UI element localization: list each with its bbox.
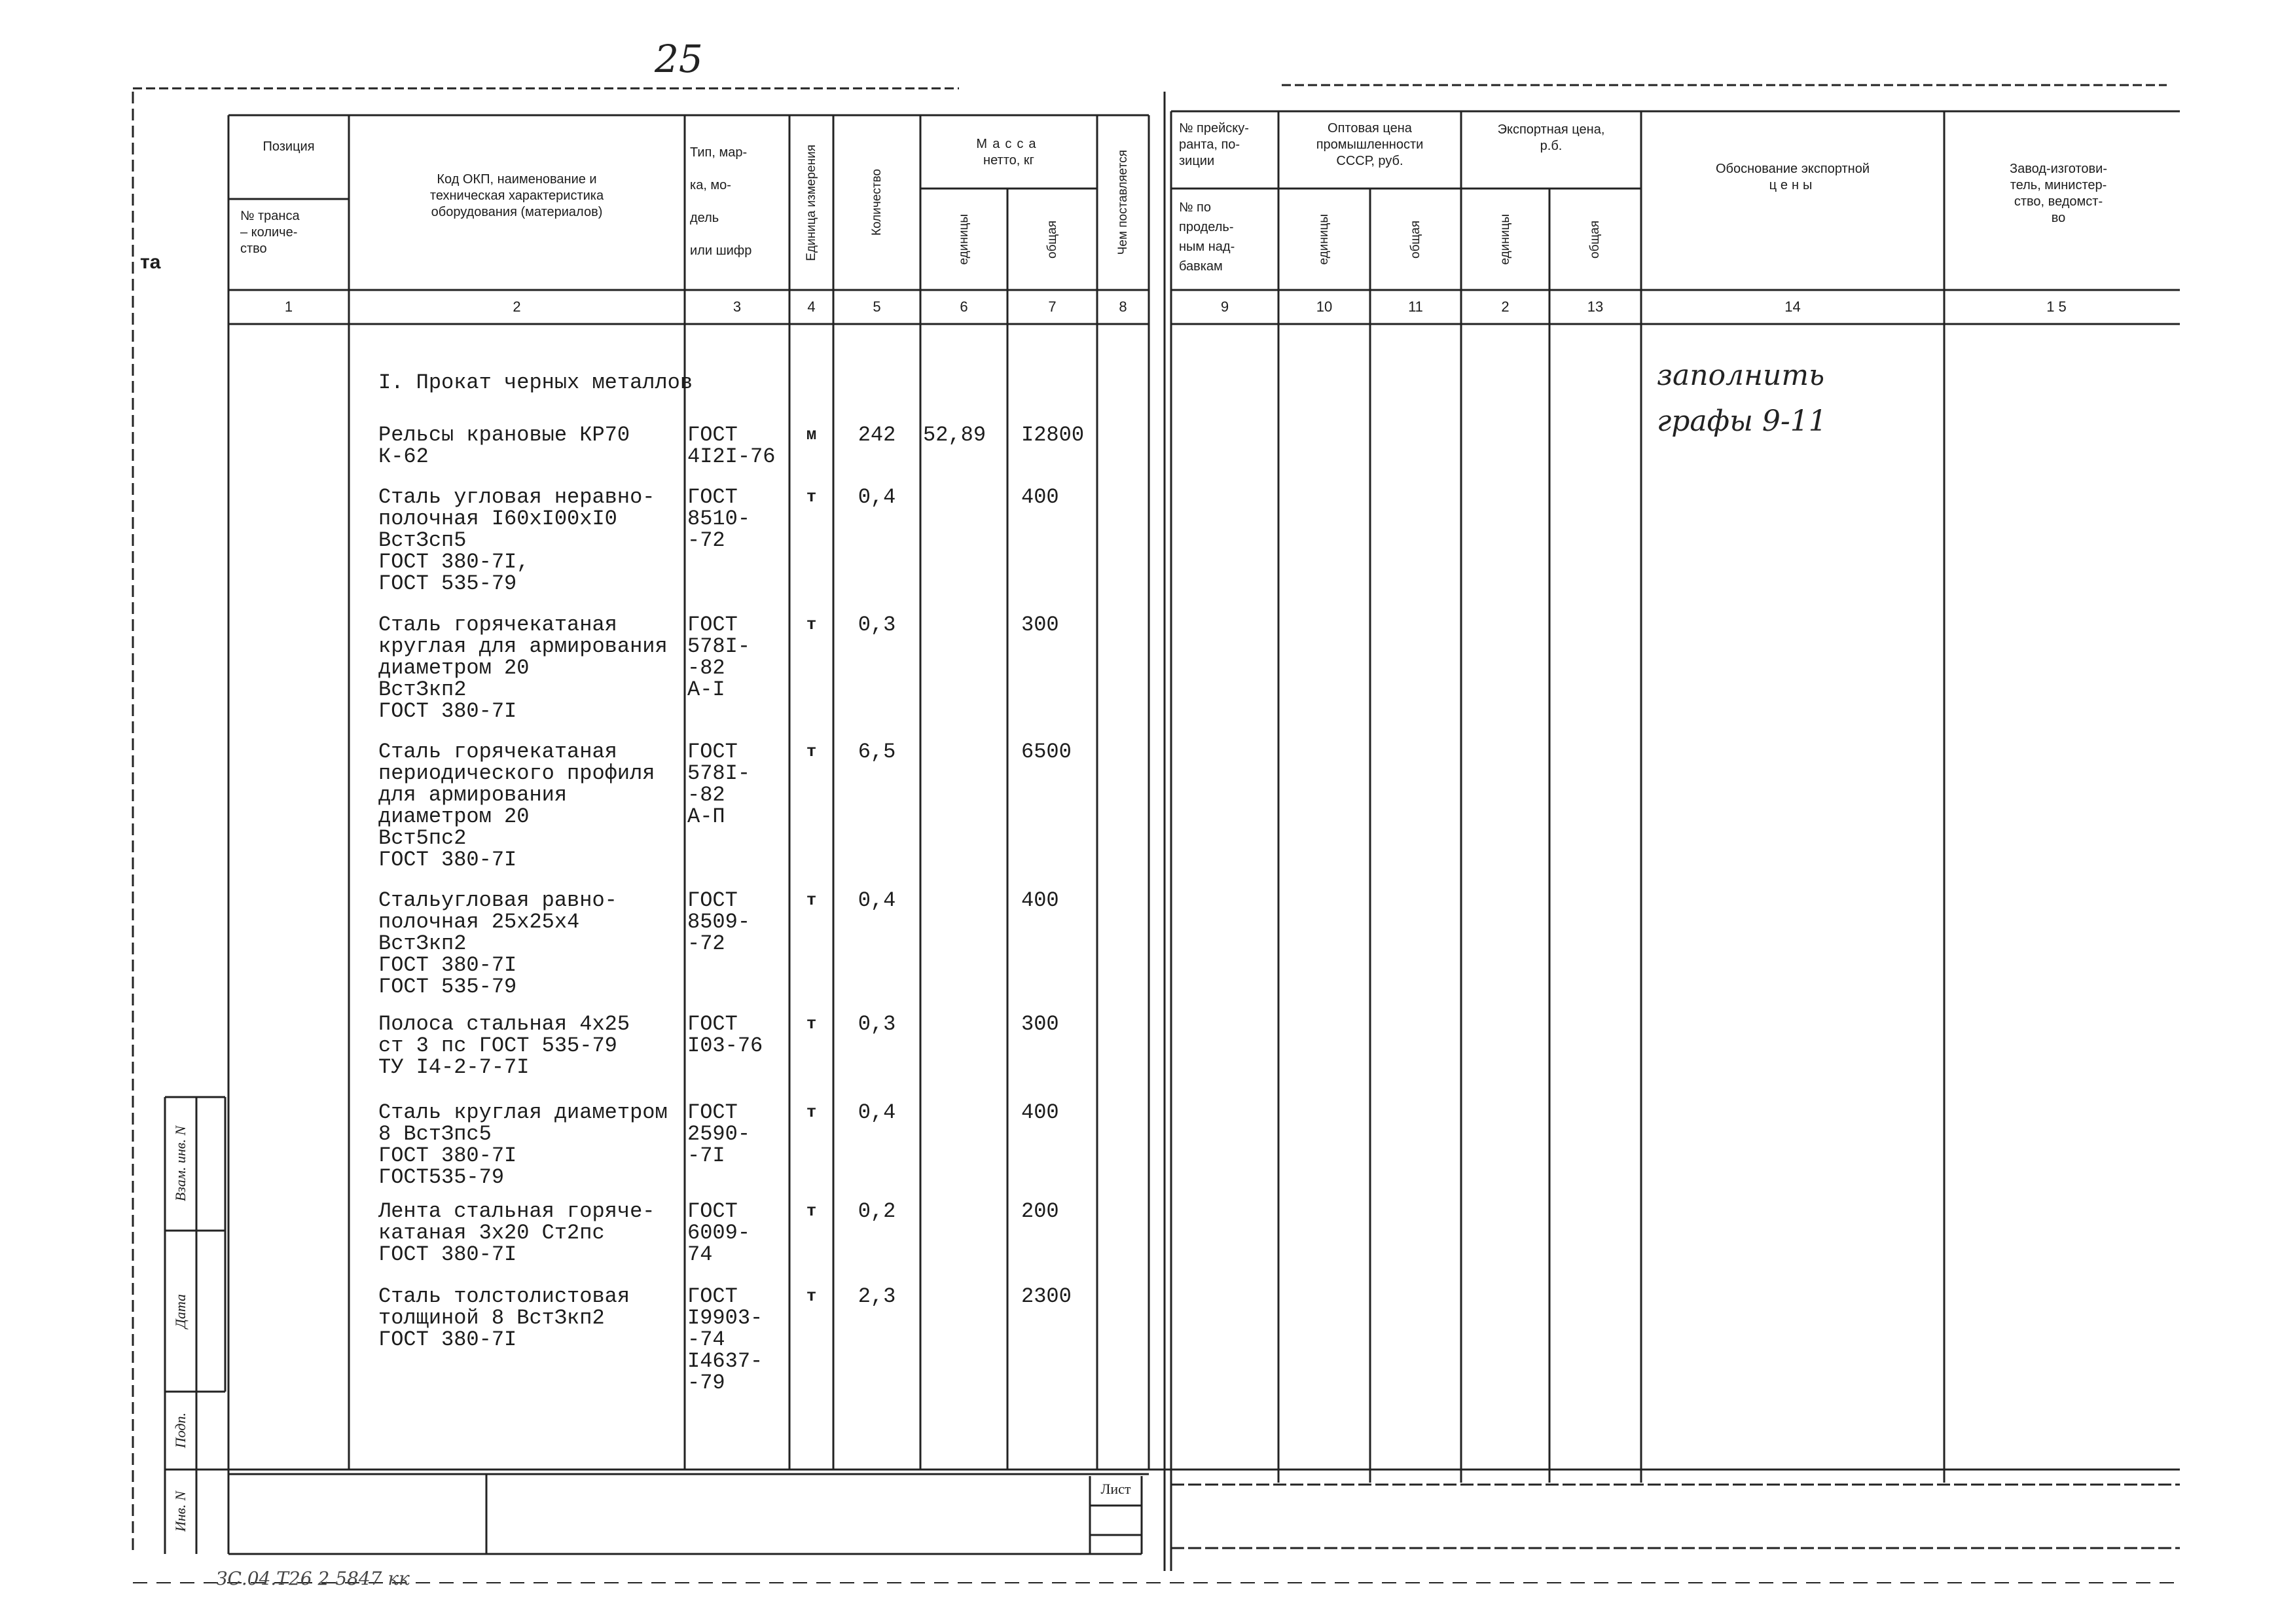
header-export: [1461, 122, 1641, 154]
column-number: 2: [1501, 298, 1510, 315]
item-name-line: Рельсы крановые КР70: [378, 423, 630, 447]
header-qty-cell: [833, 115, 920, 290]
item-total-mass: 400: [1021, 485, 1059, 509]
item-quantity: 0,4: [858, 1100, 896, 1125]
header-line: промышленности: [1316, 137, 1424, 152]
header-line: № по: [1179, 200, 1211, 215]
item-name-line: ГОСТ 380-7I: [378, 848, 517, 872]
item-standard-line: I03-76: [687, 1034, 763, 1058]
header-supply-cell: [1097, 115, 1149, 290]
column-number: 6: [960, 298, 968, 315]
item-total-mass: 400: [1021, 888, 1059, 912]
item-name-line: Сталь горячекатаная: [378, 740, 617, 764]
item-name-line: Сталь горячекатаная: [378, 613, 617, 637]
item-standard-line: -82: [687, 783, 725, 807]
stamp-replaced-inv-cell: [165, 1097, 196, 1231]
item-standard-line: ГОСТ: [687, 888, 738, 912]
header-line: ство: [240, 242, 267, 256]
column-number: 7: [1048, 298, 1057, 315]
item-standard-line: ГОСТ: [687, 740, 738, 764]
header-line: Масса: [976, 137, 1041, 151]
header-mass: [920, 136, 1097, 169]
item-total-mass: 6500: [1021, 740, 1072, 764]
header-wholesale-total-cell: [1370, 189, 1461, 290]
header-line: нетто, кг: [983, 153, 1034, 168]
header-line: дель: [690, 211, 719, 225]
item-name-line: круглая для армирования: [378, 634, 668, 659]
section-title: I. Прокат черных металлов: [378, 370, 693, 395]
header-unit-cell: [789, 115, 833, 290]
stamp-original-inv-cell: [165, 1470, 196, 1554]
page-number: 25: [655, 37, 703, 81]
item-name-line: для армирования: [378, 783, 568, 807]
item-standard-line: I9903-: [687, 1306, 763, 1330]
header-line: Оптовая цена: [1328, 121, 1412, 135]
item-quantity: 0,3: [858, 1012, 896, 1036]
item-unit: т: [806, 615, 817, 634]
stamp-original-inv: Инв. N: [172, 1491, 189, 1532]
header-mass-total: общая: [1045, 220, 1059, 259]
item-unit: т: [806, 890, 817, 910]
header-line: р.б.: [1540, 139, 1563, 153]
column-number: 3: [733, 298, 742, 315]
item-name-line: ГОСТ 380-7I: [378, 953, 517, 977]
item-standard-line: -72: [687, 528, 725, 552]
item-quantity: 2,3: [858, 1284, 896, 1308]
item-standard-line: 2590-: [687, 1122, 751, 1146]
column-number: 8: [1119, 298, 1127, 315]
column-number: 4: [807, 298, 816, 315]
item-standard-line: ГОСТ: [687, 1199, 738, 1223]
header-wholesale: [1278, 120, 1461, 170]
header-position: [228, 139, 349, 155]
item-standard-line: ГОСТ: [687, 613, 738, 637]
header-qty: Количество: [869, 169, 884, 236]
column-number: 5: [873, 298, 881, 315]
item-unit: т: [806, 1201, 817, 1221]
item-standard-line: -74: [687, 1327, 725, 1352]
item-name-line: ГОСТ 380-7I: [378, 699, 517, 723]
header-wholesale-unit-cell: [1278, 189, 1370, 290]
item-quantity: 0,3: [858, 613, 896, 637]
item-standard-line: -72: [687, 931, 725, 956]
header-mass-unit: единицы: [956, 213, 971, 265]
item-name-line: Сталь угловая неравно-: [378, 485, 655, 509]
item-name-line: ГОСТ535-79: [378, 1165, 505, 1189]
item-name-line: катаная 3x20 Ст2пс: [378, 1221, 605, 1245]
item-name-line: ВстЗсп5: [378, 528, 467, 552]
item-name-line: ВстЗкп2: [378, 931, 467, 956]
item-name-line: Полоса стальная 4x25: [378, 1012, 630, 1036]
item-name-line: Стальугловая равно-: [378, 888, 617, 912]
item-standard-line: 8509-: [687, 910, 751, 934]
header-pricelist: [1171, 120, 1278, 170]
item-name-line: ГОСТ 380-7I,: [378, 550, 530, 574]
item-standard-line: 4I2I-76: [687, 444, 776, 469]
side-label: та: [140, 251, 161, 273]
header-line: продель-: [1179, 220, 1234, 234]
item-total-mass: 200: [1021, 1199, 1059, 1223]
item-name-line: ст 3 пс ГОСТ 535-79: [378, 1034, 617, 1058]
footer-code: ЗС.04.Т26 2 5847 кк: [216, 1568, 410, 1589]
item-name-line: 8 ВстЗпс5: [378, 1122, 492, 1146]
column-number: 13: [1587, 298, 1604, 315]
handwritten-note-line: графы 9-11: [1657, 405, 1827, 438]
column-number: 10: [1316, 298, 1333, 315]
sheet-label: Лист: [1100, 1481, 1131, 1497]
item-name-line: ГОСТ 380-7I: [378, 1242, 517, 1267]
item-unit: т: [806, 487, 817, 507]
item-name-line: Лента стальная горяче-: [378, 1199, 655, 1223]
header-line: цены: [1769, 178, 1817, 192]
header-line: техническая характеристика: [429, 189, 604, 203]
header-line: оборудования (материалов): [431, 205, 603, 219]
header-justification: [1641, 161, 1944, 194]
header-supply: Чем поставляется: [1115, 150, 1130, 255]
header-line: бавкам: [1179, 259, 1223, 274]
item-name-line: ТУ I4-2-7-7I: [378, 1055, 530, 1079]
item-standard-line: I4637-: [687, 1349, 763, 1373]
header-mass-total-cell: [1007, 189, 1097, 290]
item-standard-line: 578I-: [687, 634, 751, 659]
column-number: 11: [1408, 298, 1423, 315]
header-mass-unit-cell: [920, 189, 1007, 290]
item-standard-line: 74: [687, 1242, 713, 1267]
item-standard-line: -7I: [687, 1144, 725, 1168]
column-number: 15: [2046, 298, 2071, 315]
handwritten-note-line: заполнить: [1657, 359, 1825, 392]
stamp-signature: Подп.: [172, 1413, 189, 1449]
item-standard-line: ГОСТ: [687, 1100, 738, 1125]
column-number: 2: [513, 298, 521, 315]
item-name-line: диаметром 20: [378, 656, 530, 680]
item-unit: т: [806, 1102, 817, 1122]
header-name: [349, 171, 685, 221]
header-line: № прейску-: [1179, 121, 1249, 135]
header-export-unit: единицы: [1498, 213, 1512, 265]
stamp-signature-cell: [165, 1392, 196, 1470]
column-number: 1: [284, 298, 293, 315]
item-standard-line: -79: [687, 1371, 725, 1395]
header-position-title: Позиция: [262, 139, 315, 154]
header-export-total: общая: [1588, 220, 1602, 259]
item-name-line: К-62: [378, 444, 429, 469]
header-line: зиции: [1179, 154, 1215, 168]
item-total-mass: I2800: [1021, 423, 1085, 447]
header-wholesale-total: общая: [1408, 220, 1422, 259]
item-total-mass: 300: [1021, 1012, 1059, 1036]
item-name-line: ГОСТ 380-7I: [378, 1144, 517, 1168]
item-unit: т: [806, 1014, 817, 1034]
item-quantity: 0,2: [858, 1199, 896, 1223]
item-name-line: диаметром 20: [378, 804, 530, 829]
item-standard-line: А-I: [687, 677, 725, 702]
item-quantity: 0,4: [858, 888, 896, 912]
item-standard-line: -82: [687, 656, 725, 680]
header-line: Завод-изготови-: [2009, 162, 2107, 176]
header-line: Тип, мар-: [690, 145, 748, 160]
header-line: Экспортная цена,: [1497, 122, 1605, 137]
item-quantity: 0,4: [858, 485, 896, 509]
item-unit: т: [806, 742, 817, 761]
column-number: 14: [1784, 298, 1801, 315]
item-name-line: Сталь круглая диаметром: [378, 1100, 668, 1125]
header-unit: Единица измерения: [804, 144, 818, 261]
item-standard-line: ГОСТ: [687, 485, 738, 509]
header-line: Код ОКП, наименование и: [437, 172, 597, 187]
item-name-line: ГОСТ 380-7I: [378, 1327, 517, 1352]
header-line: или шифр: [690, 244, 752, 258]
header-line: № транса: [240, 209, 300, 223]
header-line: СССР, руб.: [1336, 154, 1403, 168]
stamp-date-cell: [165, 1231, 196, 1392]
stamp-replaced-inv: Взам. инв. N: [172, 1126, 189, 1202]
header-type: [685, 136, 789, 267]
header-line: ка, мо-: [690, 178, 731, 192]
item-name-line: ГОСТ 535-79: [378, 571, 517, 596]
item-standard-line: 8510-: [687, 507, 751, 531]
stamp-date: Дата: [172, 1293, 189, 1329]
header-maker: [1944, 161, 2173, 226]
item-total-mass: 2300: [1021, 1284, 1072, 1308]
item-name-line: периодического профиля: [378, 761, 655, 785]
header-export-unit-cell: [1461, 189, 1549, 290]
item-name-line: полочная I60xI00xI0: [378, 507, 617, 531]
item-unit: м: [806, 425, 817, 444]
item-unit: т: [806, 1286, 817, 1306]
column-number: 9: [1220, 298, 1229, 315]
header-line: ство, ведомст-: [2014, 194, 2103, 209]
item-name-line: полочная 25x25x4: [378, 910, 580, 934]
header-line: – количе-: [240, 225, 298, 240]
item-standard-line: 6009-: [687, 1221, 751, 1245]
item-name-line: ГОСТ 535-79: [378, 975, 517, 999]
item-standard-line: 578I-: [687, 761, 751, 785]
header-line: во: [2051, 211, 2066, 225]
item-name-line: ВстЗкп2: [378, 677, 467, 702]
item-quantity: 242: [858, 423, 896, 447]
item-name-line: толщиной 8 ВстЗкп2: [378, 1306, 605, 1330]
item-standard-line: ГОСТ: [687, 1012, 738, 1036]
item-name-line: Вст5пс2: [378, 826, 467, 850]
header-line: ным над-: [1179, 240, 1235, 254]
header-export-total-cell: [1549, 189, 1641, 290]
header-line: Обоснование экспортной: [1715, 162, 1870, 176]
item-total-mass: 400: [1021, 1100, 1059, 1125]
header-line: ранта, по-: [1179, 137, 1240, 152]
item-standard-line: ГОСТ: [687, 423, 738, 447]
header-pricelist-sub: [1171, 198, 1278, 276]
item-total-mass: 300: [1021, 613, 1059, 637]
header-position-sub: [228, 208, 349, 257]
item-standard-line: А-П: [687, 804, 725, 829]
header-line: тель, министер-: [2010, 178, 2107, 192]
item-standard-line: ГОСТ: [687, 1284, 738, 1308]
item-name-line: Сталь толстолистовая: [378, 1284, 630, 1308]
item-quantity: 6,5: [858, 740, 896, 764]
item-unit-mass: 52,89: [923, 423, 986, 447]
header-wholesale-unit: единицы: [1317, 213, 1331, 265]
